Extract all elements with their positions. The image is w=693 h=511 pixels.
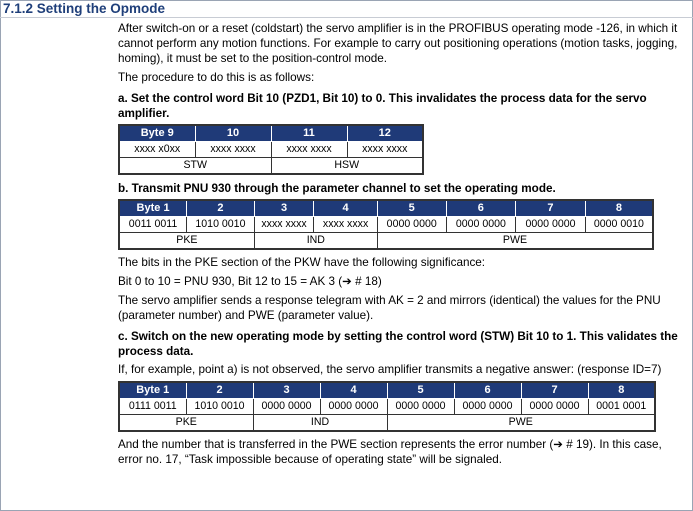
table-b-cell: 1010 0010 <box>187 217 255 233</box>
step-a-heading: a. Set the control word Bit 10 (PZD1, Bit 10) to 0. This invalidates the process data for the servo amplifier. <box>118 92 647 120</box>
table-b-cell: xxxx xxxx <box>314 217 378 233</box>
table-c-cell: 1010 0010 <box>186 399 253 415</box>
table-b-header: 7 <box>516 200 586 217</box>
table-a-cell: xxxx xxxx <box>271 142 347 158</box>
table-c-header: 7 <box>521 382 588 399</box>
table-c-header: Byte 1 <box>119 382 186 399</box>
table-c-cell: 0000 0000 <box>454 399 521 415</box>
table-c-group: PWE <box>387 415 655 432</box>
table-c-cell: 0111 0011 <box>119 399 186 415</box>
table-a-header: Byte 9 <box>119 125 195 142</box>
response-paragraph: The servo amplifier sends a response telegram with AK = 2 and mirrors (identical) the values for the PNU (parameter number) and PWE (parameter value). <box>118 294 661 322</box>
intro-paragraph: After switch-on or a reset (coldstart) the servo amplifier is in the PROFIBUS operating mode -126, in which it cannot perform any motion functions. For example to carry out positioning operations (motion tasks, jogging, homing), it must be set to the position-control mode. <box>118 22 678 65</box>
table-b-cell: xxxx xxxx <box>254 217 314 233</box>
table-b-header: 4 <box>314 200 378 217</box>
table-c <box>118 381 656 432</box>
table-b-header: 6 <box>446 200 516 217</box>
step-b-heading: b. Transmit PNU 930 through the parameter channel to set the operating mode. <box>118 182 556 195</box>
table-a-header: 11 <box>271 125 347 142</box>
table-c-cell: 0000 0000 <box>387 399 454 415</box>
table-b-group: IND <box>254 233 377 250</box>
table-b-header: 2 <box>187 200 255 217</box>
table-c-header: 3 <box>253 382 320 399</box>
table-c-cell: 0000 0000 <box>253 399 320 415</box>
step-c-heading: c. Switch on the new operating mode by setting the control word (STW) Bit 10 to 1. This validates the process data. <box>118 330 678 358</box>
negative-paragraph: If, for example, point a) is not observed, the servo amplifier transmits a negative answer: (response ID=7) <box>118 363 662 376</box>
table-a-group: STW <box>119 158 271 175</box>
table-c-header: 8 <box>588 382 655 399</box>
table-a-group: HSW <box>271 158 423 175</box>
table-b-cell: 0000 0000 <box>446 217 516 233</box>
procedure-paragraph: The procedure to do this is as follows: <box>118 71 315 84</box>
table-b-cell: 0000 0000 <box>377 217 446 233</box>
table-c-cell: 0000 0000 <box>521 399 588 415</box>
error-paragraph: And the number that is transferred in the PWE section represents the error number (➔ # 19). In this case, error no. 17, “Task impossible because of operating state” will be signaled. <box>118 438 662 466</box>
table-c-header: 2 <box>186 382 253 399</box>
table-b-cell: 0011 0011 <box>119 217 187 233</box>
table-b-header: Byte 1 <box>119 200 187 217</box>
table-b-cell: 0000 0010 <box>585 217 653 233</box>
table-c-cell: 0001 0001 <box>588 399 655 415</box>
table-a-header: 10 <box>195 125 271 142</box>
heading-divider <box>0 17 693 18</box>
table-b-header: 5 <box>377 200 446 217</box>
table-b <box>118 199 654 250</box>
table-b-cell: 0000 0000 <box>516 217 586 233</box>
table-b-group: PWE <box>377 233 653 250</box>
table-a-cell: xxxx x0xx <box>119 142 195 158</box>
bits-paragraph: The bits in the PKE section of the PKW have the following significance: <box>118 256 486 269</box>
table-b-header: 3 <box>254 200 314 217</box>
table-a-cell: xxxx xxxx <box>195 142 271 158</box>
table-c-header: 4 <box>320 382 387 399</box>
table-c-group: IND <box>253 415 387 432</box>
table-a-header: 12 <box>347 125 423 142</box>
section-heading: 7.1.2 Setting the Opmode <box>3 1 166 16</box>
section-body <box>118 21 678 471</box>
table-c-header: 6 <box>454 382 521 399</box>
table-b-group: PKE <box>119 233 254 250</box>
table-c-header: 5 <box>387 382 454 399</box>
bitvals-paragraph: Bit 0 to 10 = PNU 930, Bit 12 to 15 = AK 3 (➔ # 18) <box>118 275 382 288</box>
table-b-header: 8 <box>585 200 653 217</box>
table-c-group: PKE <box>119 415 253 432</box>
table-c-cell: 0000 0000 <box>320 399 387 415</box>
table-a <box>118 124 424 175</box>
table-a-cell: xxxx xxxx <box>347 142 423 158</box>
